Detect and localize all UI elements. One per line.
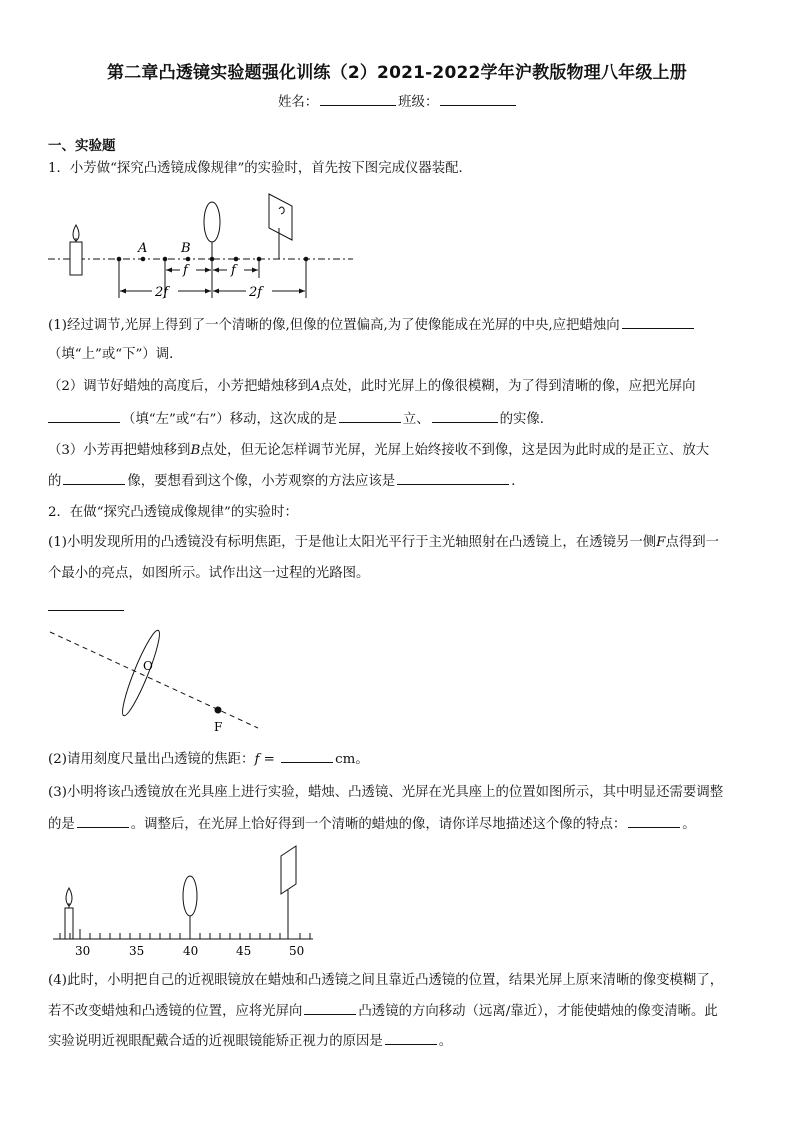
q2-lens-focus-diagram <box>48 625 268 740</box>
q2-part1-line2: 个最小的亮点，如图所示。试作出这一过程的光路图。 <box>48 566 370 581</box>
q1-blank-5[interactable] <box>63 470 125 485</box>
q1-blank-6[interactable] <box>397 470 509 485</box>
q2-blank-reason[interactable] <box>385 1030 437 1045</box>
scale-label-40: 40 <box>183 944 199 958</box>
class-field[interactable] <box>440 91 516 106</box>
convex-lens-icon <box>183 876 197 916</box>
q1-part1-line2: （填“上”或“下”）调． <box>48 347 183 362</box>
q2-part3-line2: 的是 。调整后，在光屏上恰好得到一个清晰的蜡烛的像，请你详尽地描述这个像的特点： 。 <box>48 813 696 836</box>
q2-stem: 2．在做“探究凸透镜成像规律”的实验时： <box>48 505 298 520</box>
focal-point <box>215 707 222 714</box>
q1-blank-2[interactable] <box>48 408 120 423</box>
focal-label-left: f <box>183 263 188 278</box>
candle-icon <box>65 888 73 939</box>
q1-blank-3[interactable] <box>339 408 401 423</box>
q1-part1-line1: (1)经过调节,光屏上得到了一个清晰的像,但像的位置偏高,为了使像能成在光屏的中央,应把蜡烛向 <box>48 314 696 337</box>
class-label: 班级： <box>398 95 439 110</box>
q1-blank-4[interactable] <box>432 408 498 423</box>
q2-blank-direction[interactable] <box>304 1000 356 1015</box>
q2-part4-line3: 实验说明近视眼配戴合适的近视眼镜能矫正视力的原因是 。 <box>48 1030 452 1053</box>
student-info <box>278 91 518 114</box>
q2-blank-adjust[interactable] <box>77 813 129 828</box>
q2-focal-length-blank[interactable] <box>281 748 333 763</box>
q1-part2-line1: （2）调节好蜡烛的高度后，小芳把蜡烛移到A点处，此时光屏上的像很模糊，为了得到清晰的像，应把光屏向 <box>48 379 696 394</box>
q2-optical-bench-diagram <box>48 840 323 965</box>
section-heading: 一、实验题 <box>48 138 116 154</box>
q2-part2: (2)请用刻度尺量出凸透镜的焦距：f = cm。 <box>48 748 369 771</box>
q2-part4-line2: 若不改变蜡烛和凸透镜的位置，应将光屏向 凸透镜的方向移动（远离/靠近），才能使蜡烛的像变清晰。此 <box>48 1000 718 1023</box>
q1-part3-line2: 的 像，要想看到这个像，小芳观察的方法应该是 ． <box>48 470 525 493</box>
two-f-label-right: 2f <box>249 285 263 300</box>
q1-blank-1[interactable] <box>622 314 694 329</box>
name-label: 姓名： <box>278 95 319 110</box>
q1-part2-line2: （填“左”或“右”）移动，这次成的是 立、 的实像． <box>48 408 553 431</box>
candle-icon <box>70 225 82 275</box>
convex-lens-icon <box>204 202 220 242</box>
principal-axis <box>50 632 258 728</box>
scale-label-30: 30 <box>75 944 91 958</box>
point-b-label: B <box>181 241 191 256</box>
q1-part3-line1: （3）小芳再把蜡烛移到B点处，但无论怎样调节光屏，光屏上始终接收不到像，这是因为此时成的是正立、放大 <box>48 443 710 458</box>
page-title: 第二章凸透镜实验题强化训练（2）2021-2022学年沪教版物理八年级上册 <box>107 63 687 83</box>
scale-label-45: 45 <box>236 944 252 958</box>
convex-lens-icon <box>117 628 164 719</box>
optical-center-label: O <box>143 659 153 673</box>
light-screen-icon <box>281 846 296 939</box>
focal-point-label: F <box>214 720 223 734</box>
scale-label-50: 50 <box>289 944 305 958</box>
two-f-label-left: 2f <box>155 285 169 300</box>
q2-part1-line1: (1)小明发现所用的凸透镜没有标明焦距，于是他让太阳光平行于主光轴照射在凸透镜上，在透镜另一侧F点得到一 <box>48 535 720 550</box>
q2-part3-line1: (3)小明将该凸透镜放在光具座上进行实验，蜡烛、凸透镜、光屏在光具座上的位置如图所示，其中明显还需要调整 <box>48 785 724 800</box>
name-field[interactable] <box>320 91 396 106</box>
q2-answer-line[interactable] <box>48 610 124 611</box>
point-a-label: A <box>138 241 148 256</box>
scale-label-35: 35 <box>129 944 145 958</box>
q1-optical-bench-diagram <box>48 192 368 307</box>
light-screen-icon <box>269 194 292 259</box>
q1-stem: 1．小芳做“探究凸透镜成像规律”的实验时，首先按下图完成仪器装配． <box>48 161 472 176</box>
q2-blank-image-features[interactable] <box>628 813 680 828</box>
focal-label-right: f <box>231 263 236 278</box>
q2-part4-line1: (4)此时，小明把自己的近视眼镜放在蜡烛和凸透镜之间且靠近凸透镜的位置，结果光屏上原来清晰的像变模糊了， <box>48 973 724 988</box>
